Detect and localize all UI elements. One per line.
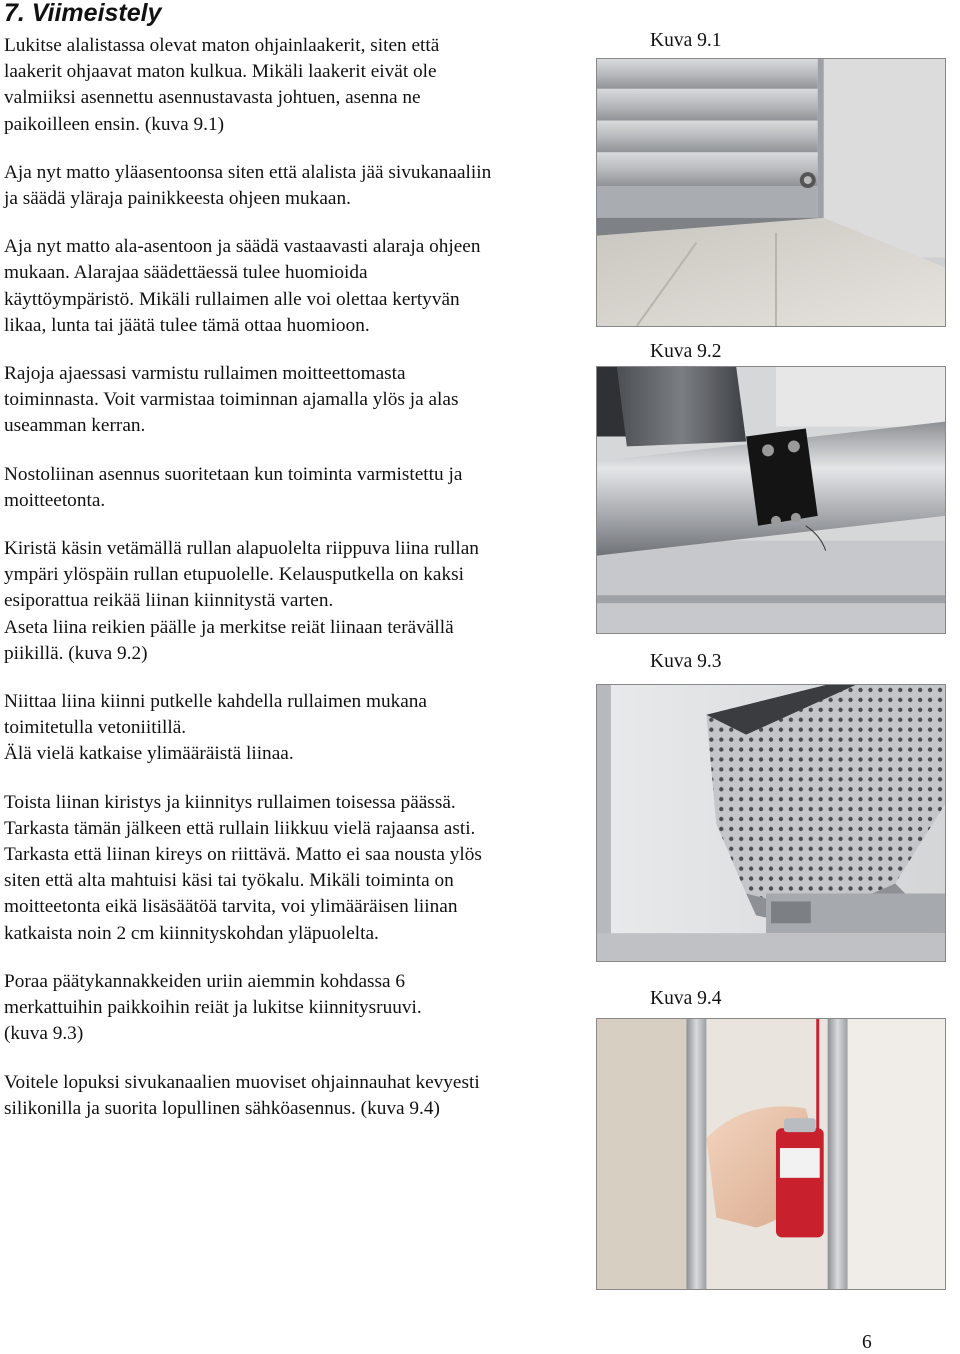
paragraph-nostoliina bbox=[4, 462, 584, 514]
text-line: katkaista noin 2 cm kiinnityskohdan yläpuolelta. bbox=[4, 922, 379, 944]
text-line: Aja nyt matto yläasentoonsa siten että alalista jää sivukanaaliin bbox=[4, 161, 492, 183]
text-line: likaa, lunta tai jäätä tulee tämä ottaa huomioon. bbox=[4, 314, 370, 336]
figure-caption-9-3: Kuva 9.3 bbox=[650, 651, 722, 672]
figure-photo-9-3 bbox=[596, 684, 946, 962]
lubrication-photo bbox=[597, 1019, 945, 1289]
figure-caption-9-2: Kuva 9.2 bbox=[650, 341, 722, 362]
figure-photo-9-1 bbox=[596, 58, 946, 327]
paragraph-alaraja bbox=[4, 234, 584, 339]
text-line: laakerit ohjaavat maton kulkua. Mikäli laakerit eivät ole bbox=[4, 61, 437, 83]
figure-photo-9-2 bbox=[596, 366, 946, 634]
figure-photo-9-4 bbox=[596, 1018, 946, 1290]
text-line: Lukitse alalistassa olevat maton ohjainlaakerit, siten että bbox=[4, 35, 440, 56]
text-line: silikonilla ja suorita lopullinen sähköasennus. (kuva 9.4) bbox=[4, 1097, 440, 1119]
text-line: Rajoja ajaessasi varmistu rullaimen moitteettomasta bbox=[4, 363, 406, 385]
text-line: Tarkasta tämän jälkeen että rullain liikkuu vielä rajaansa asti. bbox=[4, 817, 476, 839]
text-line: käyttöympäristö. Mikäli rullaimen alle voi olettaa kertyvän bbox=[4, 288, 460, 310]
text-line: moitteetonta eikä lisäsäätöä tarvita, voi ylimääräisen liinan bbox=[4, 896, 458, 918]
text-line: Aja nyt matto ala-asentoon ja säädä vastaavasti alaraja ohjeen bbox=[4, 236, 481, 258]
text-line: Poraa päätykannakkeiden uriin aiemmin kohdassa 6 bbox=[4, 970, 406, 992]
text-line: Älä vielä katkaise ylimääräistä liinaa. bbox=[4, 743, 294, 765]
text-line: Niittaa liina kiinni putkelle kahdella rullaimen mukana bbox=[4, 691, 427, 713]
body-text bbox=[4, 33, 584, 1122]
figure-caption-9-4: Kuva 9.4 bbox=[650, 988, 722, 1009]
paragraph-kiristys bbox=[4, 536, 584, 667]
text-line: Tarkasta että liinan kireys on riittävä. Matto ei saa nousta ylös bbox=[4, 844, 482, 866]
text-line: toimitetulla vetoniitillä. bbox=[4, 717, 187, 739]
paragraph-niittaus bbox=[4, 689, 584, 768]
paragraph-poraus bbox=[4, 969, 584, 1048]
text-line: Aseta liina reikien päälle ja merkitse reiät liinaan terävällä bbox=[4, 616, 454, 638]
text-line: siten että alta mahtuisi käsi tai työkalu. Mikäli toiminta on bbox=[4, 870, 454, 892]
text-line: merkattuihin paikkoihin reiät ja lukitse kiinnitysruuvi. bbox=[4, 997, 422, 1019]
text-line: (kuva 9.3) bbox=[4, 1023, 84, 1045]
paragraph-voitelu bbox=[4, 1070, 584, 1122]
perforated-cover-photo bbox=[597, 685, 945, 961]
text-line: ja säädä yläraja painikkeesta ohjeen mukaan. bbox=[4, 188, 351, 210]
figure-caption-9-1: Kuva 9.1 bbox=[650, 30, 722, 51]
paragraph-rajat bbox=[4, 361, 584, 440]
text-line: ympäri ylöspäin rullan etupuolelle. Kelausputkella on kaksi bbox=[4, 564, 464, 586]
page-number: 6 bbox=[862, 1332, 872, 1353]
text-line: useamman kerran. bbox=[4, 415, 146, 437]
roller-slats-photo bbox=[597, 59, 945, 326]
text-line: valmiiksi asennettu asennustavasta johtuen, asenna ne bbox=[4, 87, 421, 109]
roller-tube-strap-photo bbox=[597, 367, 945, 633]
text-line: piikillä. (kuva 9.2) bbox=[4, 642, 148, 664]
text-line: moitteetonta. bbox=[4, 489, 106, 511]
paragraph-laakerit bbox=[4, 33, 584, 138]
text-line: Kiristä käsin vetämällä rullan alapuolelta riippuva liina rullan bbox=[4, 538, 479, 560]
text-line: Voitele lopuksi sivukanaalien muoviset ohjainnauhat kevyesti bbox=[4, 1071, 480, 1093]
paragraph-toinen-paa bbox=[4, 790, 584, 947]
text-line: Nostoliinan asennus suoritetaan kun toiminta varmistettu ja bbox=[4, 463, 463, 485]
paragraph-ylaraja bbox=[4, 160, 584, 212]
text-line: toiminnasta. Voit varmistaa toiminnan ajamalla ylös ja alas bbox=[4, 389, 459, 411]
text-line: paikoilleen ensin. (kuva 9.1) bbox=[4, 113, 225, 135]
text-line: mukaan. Alarajaa säädettäessä tulee huomioida bbox=[4, 262, 368, 284]
text-line: Toista liinan kiristys ja kiinnitys rullaimen toisessa päässä. bbox=[4, 791, 456, 813]
section-title: 7. Viimeistely bbox=[4, 0, 162, 27]
text-line: esiporattua reikää liinan kiinnitystä varten. bbox=[4, 590, 334, 612]
